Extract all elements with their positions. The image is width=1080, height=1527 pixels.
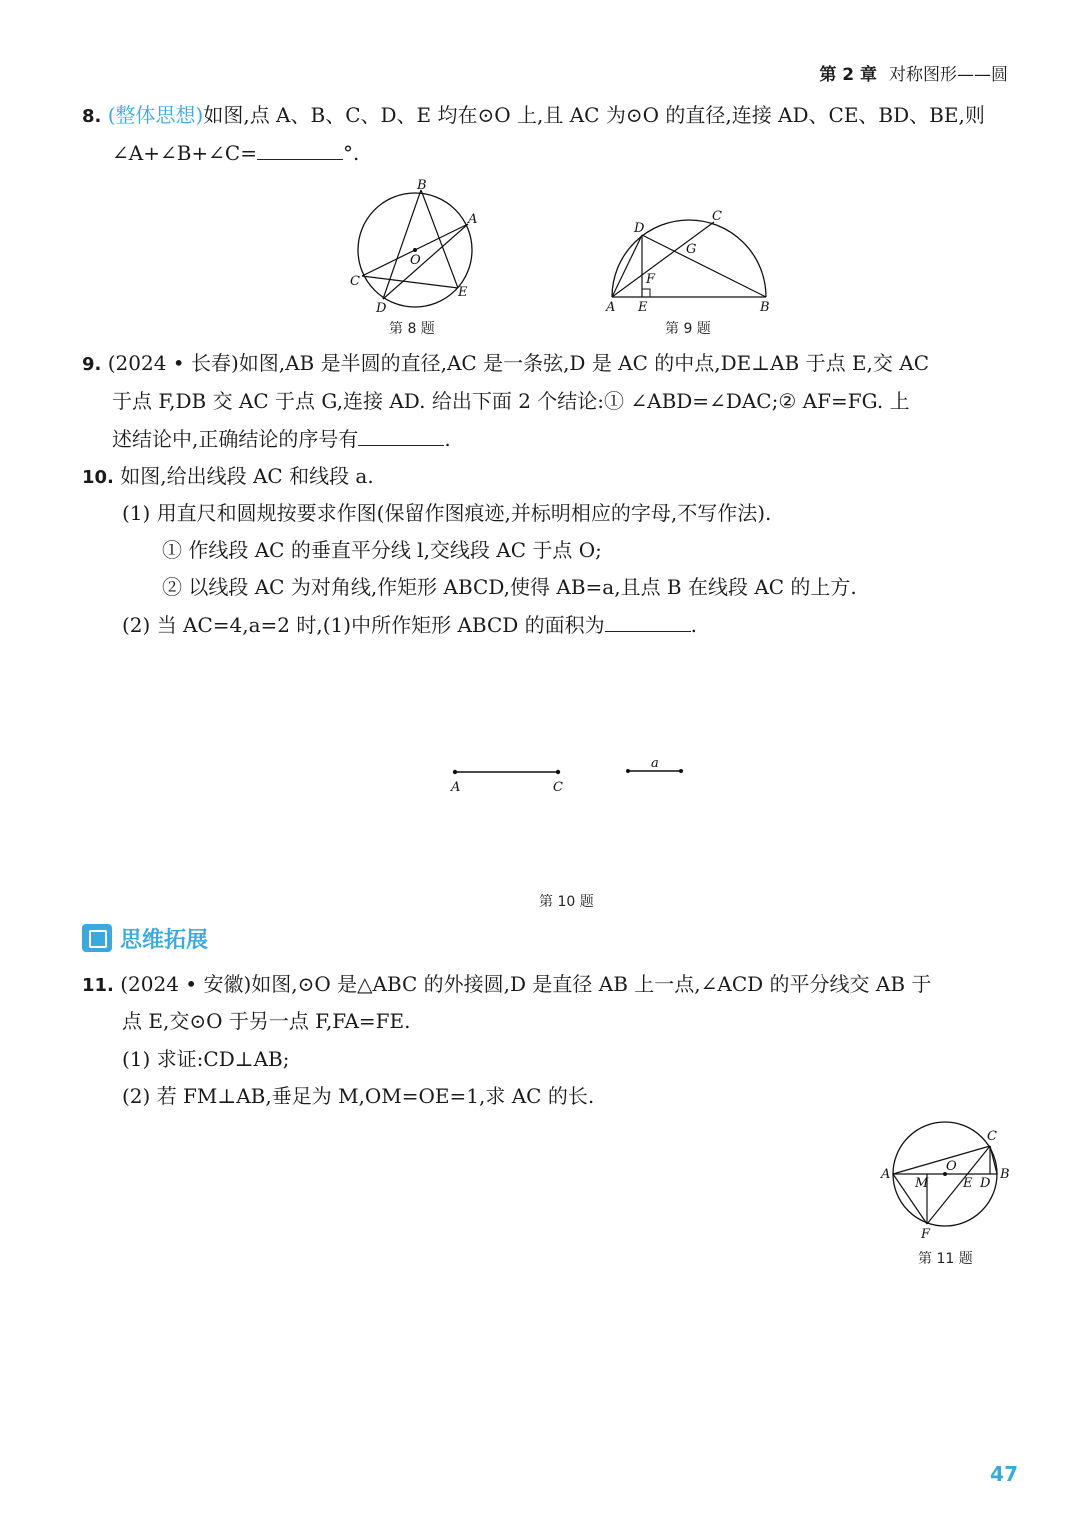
fig8-segment-be bbox=[421, 190, 458, 288]
fig8-label-o: O bbox=[410, 253, 421, 268]
figure-10 bbox=[440, 755, 700, 800]
fig10-label-c: C bbox=[553, 780, 563, 795]
q10-sub2: ② 以线段 AC 为对角线,作矩形 ABCD,使得 AB=a,且点 B 在线段 AC 的上方. bbox=[162, 575, 857, 599]
q8-number: 8. bbox=[82, 106, 102, 127]
fig11-segment-ac bbox=[893, 1146, 990, 1174]
q8-line2 bbox=[112, 140, 359, 166]
fig11-label-b: B bbox=[1000, 1167, 1010, 1182]
fig8-caption: 第 8 题 bbox=[389, 321, 435, 337]
q9-number: 9. bbox=[82, 354, 102, 375]
fig8-label-d: D bbox=[376, 301, 387, 316]
section-icon bbox=[82, 924, 112, 952]
q8-text-1: 如图,点 A、B、C、D、E 均在⊙O 上,且 AC 为⊙O 的直径,连接 AD、CE、BD、BE,则 bbox=[203, 103, 985, 127]
q11-line1 bbox=[82, 971, 931, 999]
q8-text-2b: °. bbox=[343, 141, 360, 165]
fig10-point-c bbox=[556, 770, 560, 774]
q8-text-2: ∠A+∠B+∠C= bbox=[112, 141, 257, 165]
q8-tag: (整体思想) bbox=[107, 103, 204, 127]
fig9-caption: 第 9 题 bbox=[665, 321, 711, 337]
fig9-label-d: D bbox=[634, 221, 645, 236]
q11-number: 11. bbox=[82, 975, 114, 996]
chapter-title: 对称图形——圆 bbox=[889, 65, 1008, 85]
q11-part2: (2) 若 FM⊥AB,垂足为 M,OM=OE=1,求 AC 的长. bbox=[122, 1084, 595, 1108]
fig9-segment-db bbox=[642, 235, 766, 297]
fig9-label-f: F bbox=[646, 272, 656, 287]
fig8-label-b: B bbox=[417, 178, 427, 193]
q10-text-part2b: . bbox=[690, 613, 698, 637]
fig10-caption: 第 10 题 bbox=[539, 894, 594, 910]
q9-text-3: 述结论中,正确结论的序号有 bbox=[112, 427, 359, 451]
q8-line1 bbox=[82, 102, 985, 130]
q8-answer-blank[interactable] bbox=[257, 141, 343, 160]
q9-line3 bbox=[112, 426, 451, 452]
fig9-chord-ac bbox=[612, 222, 714, 297]
fig11-segment-cb bbox=[990, 1146, 997, 1174]
q10-number: 10. bbox=[82, 467, 114, 488]
fig10-label-a: A bbox=[451, 780, 461, 795]
fig8-center-dot bbox=[413, 248, 417, 252]
q10-part2 bbox=[122, 612, 697, 638]
fig8-label-e: E bbox=[458, 285, 468, 300]
q11-line2: 点 E,交⊙O 于另一点 F,FA=FE. bbox=[122, 1009, 411, 1033]
fig11-label-d: D bbox=[980, 1176, 991, 1191]
fig9-label-c: C bbox=[712, 209, 722, 224]
q9-text-1: (2024 • 长春)如图,AB 是半圆的直径,AC 是一条弦,D 是 AC 的中点,DE⊥AB 于点 E,交 AC bbox=[107, 351, 929, 375]
q9-text-3b: . bbox=[444, 427, 451, 451]
fig10-label-seg: a bbox=[651, 756, 659, 771]
q10-text-1: 如图,给出线段 AC 和线段 a. bbox=[120, 464, 374, 488]
q10-part1: (1) 用直尺和圆规按要求作图(保留作图痕迹,并标明相应的字母,不写作法). bbox=[122, 501, 772, 525]
fig11-caption: 第 11 题 bbox=[918, 1251, 973, 1267]
fig11-label-o: O bbox=[946, 1159, 957, 1174]
fig9-label-a: A bbox=[606, 300, 616, 315]
fig10-point-a bbox=[453, 770, 457, 774]
q9-line2: 于点 F,DB 交 AC 于点 G,连接 AD. 给出下面 2 个结论:① ∠ABD=∠DAC;② AF=FG. 上 bbox=[112, 389, 910, 413]
fig8-segment-ce bbox=[362, 276, 458, 288]
fig9-segment-ad bbox=[612, 235, 642, 297]
fig11-label-f: F bbox=[921, 1227, 931, 1242]
fig11-label-a: A bbox=[881, 1167, 891, 1182]
q9-answer-blank[interactable] bbox=[358, 427, 444, 446]
q9-line1 bbox=[82, 350, 929, 378]
q10-answer-blank[interactable] bbox=[605, 613, 691, 632]
figure-11 bbox=[875, 1120, 1020, 1245]
fig9-label-e: E bbox=[638, 300, 648, 315]
fig10-seg-a-start bbox=[626, 769, 630, 773]
chapter-number: 第 2 章 bbox=[819, 65, 877, 85]
q10-sub1: ① 作线段 AC 的垂直平分线 l,交线段 AC 于点 O; bbox=[162, 538, 602, 562]
q11-part1: (1) 求证:CD⊥AB; bbox=[122, 1047, 290, 1071]
fig8-label-c: C bbox=[350, 274, 360, 289]
fig11-label-m: M bbox=[915, 1176, 929, 1191]
q11-text-1: (2024 • 安徽)如图,⊙O 是△ABC 的外接圆,D 是直径 AB 上一点,∠ACD 的平分线交 AB 于 bbox=[120, 972, 932, 996]
fig8-label-a: A bbox=[468, 212, 478, 227]
fig9-label-b: B bbox=[760, 300, 770, 315]
figure-9 bbox=[600, 205, 780, 317]
fig11-label-c: C bbox=[987, 1129, 997, 1144]
section-heading bbox=[82, 922, 208, 954]
section-title: 思维拓展 bbox=[120, 927, 209, 953]
fig9-right-angle-mark bbox=[642, 289, 650, 297]
figure-8 bbox=[340, 175, 490, 320]
q10-line1 bbox=[82, 463, 374, 491]
fig9-label-g: G bbox=[686, 242, 697, 257]
chapter-header bbox=[819, 62, 1008, 88]
q10-text-part2: (2) 当 AC=4,a=2 时,(1)中所作矩形 ABCD 的面积为 bbox=[122, 613, 605, 637]
fig10-seg-a-end bbox=[679, 769, 683, 773]
page-number: 47 bbox=[990, 1462, 1018, 1486]
fig11-label-e: E bbox=[963, 1176, 973, 1191]
